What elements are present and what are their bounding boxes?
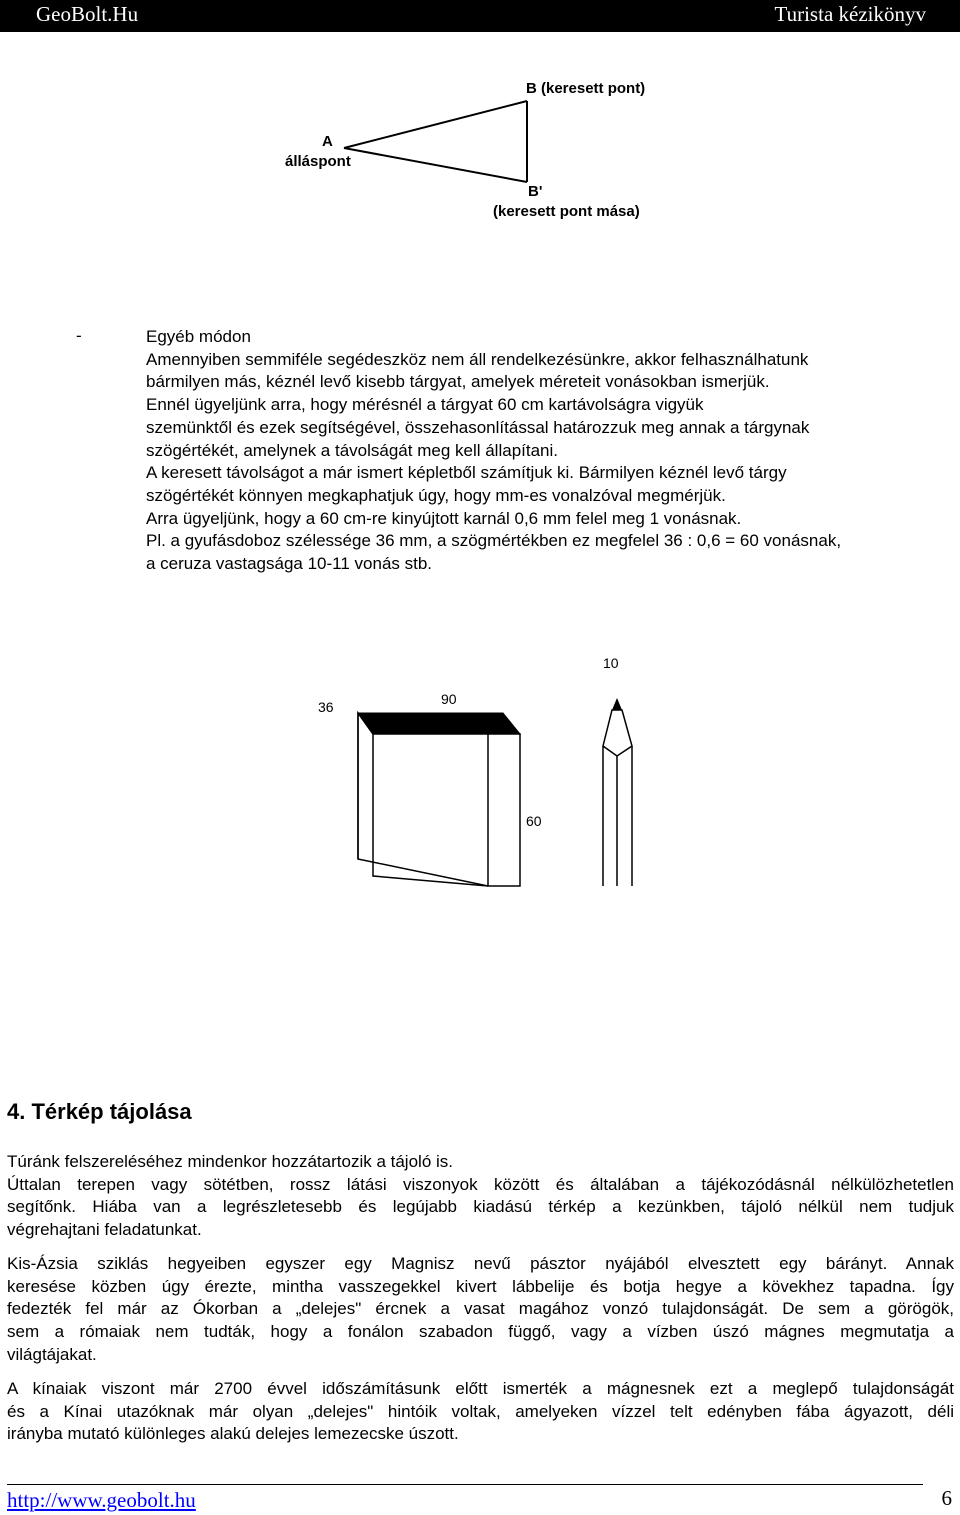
page-number: 6 xyxy=(941,1486,952,1510)
text-line: sem a rómaiak nem tudták, hogy a fonálon szabadon függő, vagy a vízben úszó mágnes megmutatja a xyxy=(7,1322,954,1342)
label-90: 90 xyxy=(441,691,457,707)
header-site-name: GeoBolt.Hu xyxy=(36,2,139,26)
text-line: és a Kínai utazóknak már olyan „delejes" hintóik voltak, amelyeken vízzel telt edényben fába ágyazott, déli xyxy=(7,1401,954,1421)
text-line: A kínaiak viszont már 2700 évvel időszámításunk előtt ismerték a mágnesnek ezt a meglepő tulajdonságát xyxy=(7,1379,954,1398)
section-other-methods xyxy=(146,326,946,576)
matchbox-pencil-figure xyxy=(0,640,960,900)
text-line: A keresett távolságot a már ismert képletből számítjuk ki. Bármilyen kéznél levő tárgy xyxy=(146,463,787,483)
footer-divider xyxy=(7,1484,923,1485)
text-line: Pl. a gyufásdoboz szélessége 36 mm, a szögmértékben ez megfelel 36 : 0,6 = 60 vonásnak, xyxy=(146,531,842,551)
label-10: 10 xyxy=(603,655,619,671)
section-title: 4. Térkép tájolása xyxy=(7,1099,192,1124)
label-a: A xyxy=(322,133,333,150)
text-line: segítőnk. Hiába van a legrészletesebb és legújabb kiadású térkép a kezünkben, tájoló nélkül nem tudjuk xyxy=(7,1197,954,1217)
paragraph-3 xyxy=(7,1378,954,1446)
text-line: Amennyiben semmiféle segédeszköz nem áll rendelkezésünkre, akkor felhasználhatunk xyxy=(146,349,809,369)
label-60: 60 xyxy=(526,813,542,829)
list-dash: - xyxy=(76,326,82,345)
matchbox-body xyxy=(358,713,520,886)
paragraph-2 xyxy=(7,1253,954,1367)
text-line: keresése közben úgy érezte, mintha vasszegekkel kivert lábbelije és botja hegye a kövekhez tapadna. Így xyxy=(7,1276,954,1296)
triangle-figure xyxy=(0,0,960,240)
text-line: Kis-Ázsia sziklás hegyeiben egyszer egy Magnisz nevű pásztor nyájából elvesztett egy bárányt. Annak xyxy=(7,1254,954,1273)
label-36: 36 xyxy=(318,699,334,715)
label-b-prime: B' xyxy=(528,183,543,200)
text-line: szögértékét könnyen megkaphatjuk úgy, hogy mm-es vonalzóval megmérjük. xyxy=(146,485,726,505)
line-a-to-b xyxy=(344,101,527,148)
text-line: Túránk felszereléséhez mindenkor hozzátartozik a tájoló is. xyxy=(7,1152,453,1171)
label-a-sub: álláspont xyxy=(285,153,351,170)
text-line: a ceruza vastagsága 10-11 vonás stb. xyxy=(146,554,433,574)
text-line: végrehajtani feladatunkat. xyxy=(7,1220,202,1240)
matchbox-top xyxy=(358,713,520,734)
text-line: Ennél ügyeljünk arra, hogy mérésnél a tárgyat 60 cm kartávolságra vigyük xyxy=(146,395,704,415)
text-line: szemünktől és ezek segítségével, összehasonlítással határozzuk meg annak a tárgynak xyxy=(146,417,810,437)
footer-website-link[interactable]: http://www.geobolt.hu xyxy=(7,1488,196,1512)
text-line: fedezték fel már az Ókorban a „delejes" ércnek a vasat magához vonzó tulajdonságát. De sem a görögök, xyxy=(7,1299,954,1319)
text-line: Arra ügyeljünk, hogy a 60 cm-re kinyújtott karnál 0,6 mm felel meg 1 vonásnak. xyxy=(146,508,742,528)
header-book-title: Turista kézikönyv xyxy=(774,2,926,26)
label-b: B (keresett pont) xyxy=(526,80,646,97)
text-line: szögértékét, amelynek a távolságát meg kell állapítani. xyxy=(146,440,559,460)
paragraph-1 xyxy=(7,1151,954,1242)
label-b-prime-sub: (keresett pont mása) xyxy=(493,203,640,220)
line-a-to-b-prime xyxy=(344,148,527,182)
text-line: Egyéb módon xyxy=(146,327,251,346)
text-line: irányba mutató különleges alakú delejes lemezecske úszott. xyxy=(7,1424,459,1444)
text-line: bármilyen más, kéznél levő kisebb tárgyat, amelyek méreteit vonásokban ismerjük. xyxy=(146,372,770,392)
text-line: világtájakat. xyxy=(7,1344,97,1364)
pencil-lead xyxy=(612,698,622,710)
text-line: Úttalan terepen vagy sötétben, rossz látási viszonyok között és általában a tájékozódásnál nélkülözhetetlen xyxy=(7,1174,954,1194)
pencil-tip xyxy=(603,710,632,756)
